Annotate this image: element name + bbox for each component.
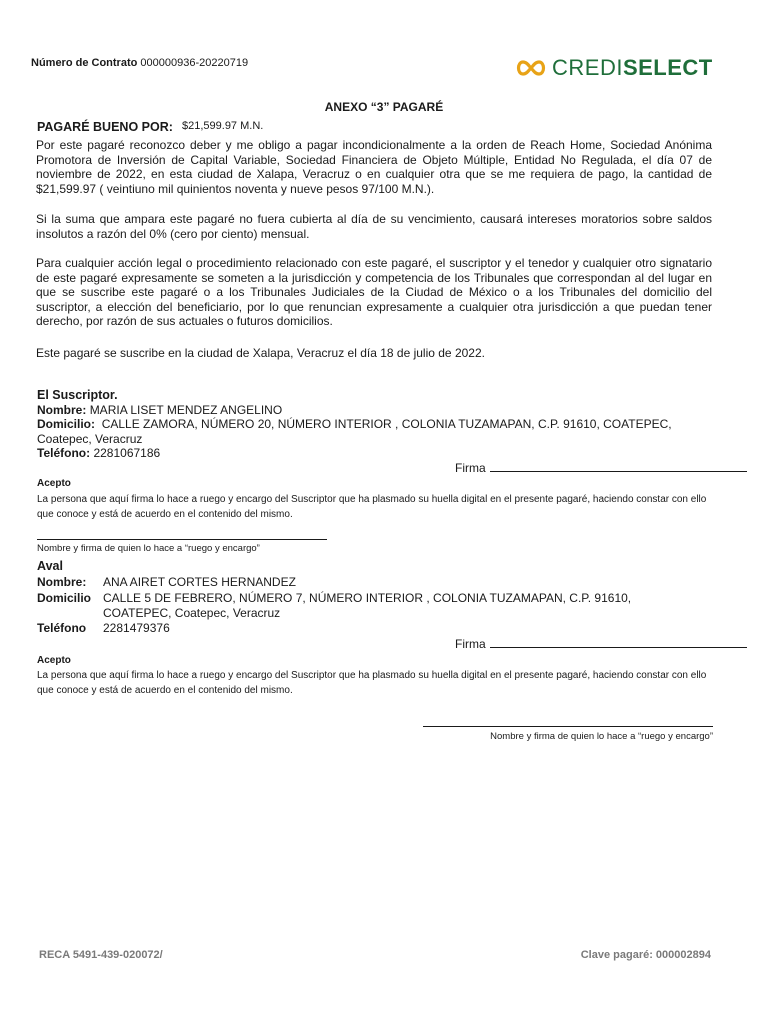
suscriptor-name: MARIA LISET MENDEZ ANGELINO bbox=[89, 403, 283, 417]
document-title: ANEXO “3” PAGARÉ bbox=[324, 100, 444, 114]
bueno-label: PAGARÉ BUENO POR: bbox=[37, 120, 173, 134]
suscriptor-firma[interactable] bbox=[455, 461, 747, 475]
suscriptor-name-line bbox=[37, 403, 282, 417]
aval-phone-label: Teléfono bbox=[37, 621, 87, 635]
aval-address-label: Domicilio bbox=[37, 591, 92, 605]
aval-title: Aval bbox=[37, 559, 63, 573]
suscriptor-ruego-caption: Nombre y firma de quien lo hace a “ruego y encargo” bbox=[37, 543, 260, 554]
suscriptor-address-label: Domicilio: bbox=[37, 417, 96, 431]
paragraph-place-date: Este pagaré se suscribe en la ciudad de Xalapa, Veracruz el día 18 de julio de 2022. bbox=[36, 346, 485, 360]
bueno-amount: $21,599.97 M.N. bbox=[182, 120, 264, 132]
suscriptor-signature-line[interactable] bbox=[490, 461, 747, 472]
suscriptor-firma-label: Firma bbox=[455, 461, 486, 475]
suscriptor-address-1: CALLE ZAMORA, NÚMERO 20, NÚMERO INTERIOR , COLONIA TUZAMAPAN, C.P. 91610, COATEPEC, bbox=[101, 417, 672, 431]
aval-signature-line[interactable] bbox=[490, 637, 747, 648]
brand-name bbox=[552, 54, 713, 82]
suscriptor-phone: 2281067186 bbox=[93, 446, 161, 460]
aval-firma[interactable] bbox=[455, 637, 747, 651]
contract-number-line bbox=[31, 57, 248, 69]
aval-ruego-caption: Nombre y firma de quien lo hace a “ruego y encargo” bbox=[490, 731, 713, 742]
aval-phone: 2281479376 bbox=[103, 621, 170, 635]
crediselect-logo bbox=[514, 54, 713, 82]
suscriptor-acepto: Acepto bbox=[37, 478, 71, 489]
aval-name: ANA AIRET CORTES HERNANDEZ bbox=[103, 575, 296, 589]
paragraph-interest: Si la suma que ampara este pagaré no fuera cubierta al día de su vencimiento, causará intereses moratorios sobre saldos insolutos a razón del 0% (cero por ciento) mensual. bbox=[36, 212, 712, 241]
suscriptor-phone-label: Teléfono: bbox=[37, 446, 91, 460]
contract-number: 000000936-20220719 bbox=[140, 57, 249, 69]
suscriptor-address-line bbox=[37, 417, 672, 431]
footer-clave: Clave pagaré: 000002894 bbox=[580, 949, 711, 961]
aval-acepto: Acepto bbox=[37, 655, 71, 666]
aval-address-1: CALLE 5 DE FEBRERO, NÚMERO 7, NÚMERO INTERIOR , COLONIA TUZAMAPAN, C.P. 91610, bbox=[103, 591, 632, 605]
suscriptor-ruego-signature-line[interactable] bbox=[37, 539, 327, 540]
aval-address-2: COATEPEC, Coatepec, Veracruz bbox=[103, 606, 281, 620]
infinity-logo-icon bbox=[514, 59, 548, 77]
suscriptor-ruego-text: La persona que aquí firma lo hace a ruego y encargo del Suscriptor que ha plasmado su huella digital en el presente pagaré, haciendo constar con ello que conoce y está de acuerdo en el contenido del mismo. bbox=[37, 494, 707, 520]
suscriptor-name-label: Nombre: bbox=[37, 403, 87, 417]
aval-firma-label: Firma bbox=[455, 637, 486, 651]
suscriptor-title: El Suscriptor. bbox=[37, 388, 118, 402]
brand-part2: SELECT bbox=[622, 55, 713, 80]
suscriptor-phone-line bbox=[37, 446, 160, 460]
aval-ruego-text: La persona que aquí firma lo hace a ruego y encargo del Suscriptor que ha plasmado su huella digital en el presente pagaré, haciendo constar con ello que conoce y está de acuerdo en el contenido del mismo. bbox=[37, 670, 707, 696]
paragraph-obligation: Por este pagaré reconozco deber y me obligo a pagar incondicionalmente a la orden de Reach Home, Sociedad Anónima Promotora de Inversión de Capital Variable, Sociedad Financiera de Objeto Múltiple, Entidad No Regulada, el día 07 de noviembre de 2022, en esta ciudad de Xalapa, Veracruz o en cualquier otra que se me requiera de pago, la cantidad de $21,599.97 ( veintiuno mil quinientos noventa y nueve pesos 97/100 M.N.). bbox=[36, 138, 712, 196]
brand-part1: CREDI bbox=[552, 55, 623, 80]
contract-label: Número de Contrato bbox=[31, 57, 138, 69]
suscriptor-address-line2: Coatepec, Veracruz bbox=[37, 432, 143, 446]
paragraph-jurisdiction: Para cualquier acción legal o procedimiento relacionado con este pagaré, el suscriptor y el tenedor y cualquier otro signatario de este pagaré expresamente se someten a la jurisdicción y competencia de los Tribunales que correspondan al del lugar en que se suscribe este pagaré o a los Tribunales Judiciales de la Ciudad de México o a los Tribunales del domicilio del suscriptor, a elección del beneficiario, por lo que renuncian expresamente a cualquier otra jurisdicción a que puedan tener derecho, por razón de sus actuales o futuros domicilios. bbox=[36, 256, 712, 329]
aval-ruego-signature-line[interactable] bbox=[423, 726, 713, 727]
aval-name-label: Nombre: bbox=[37, 575, 87, 589]
footer-reca: RECA 5491-439-020072/ bbox=[39, 949, 163, 961]
